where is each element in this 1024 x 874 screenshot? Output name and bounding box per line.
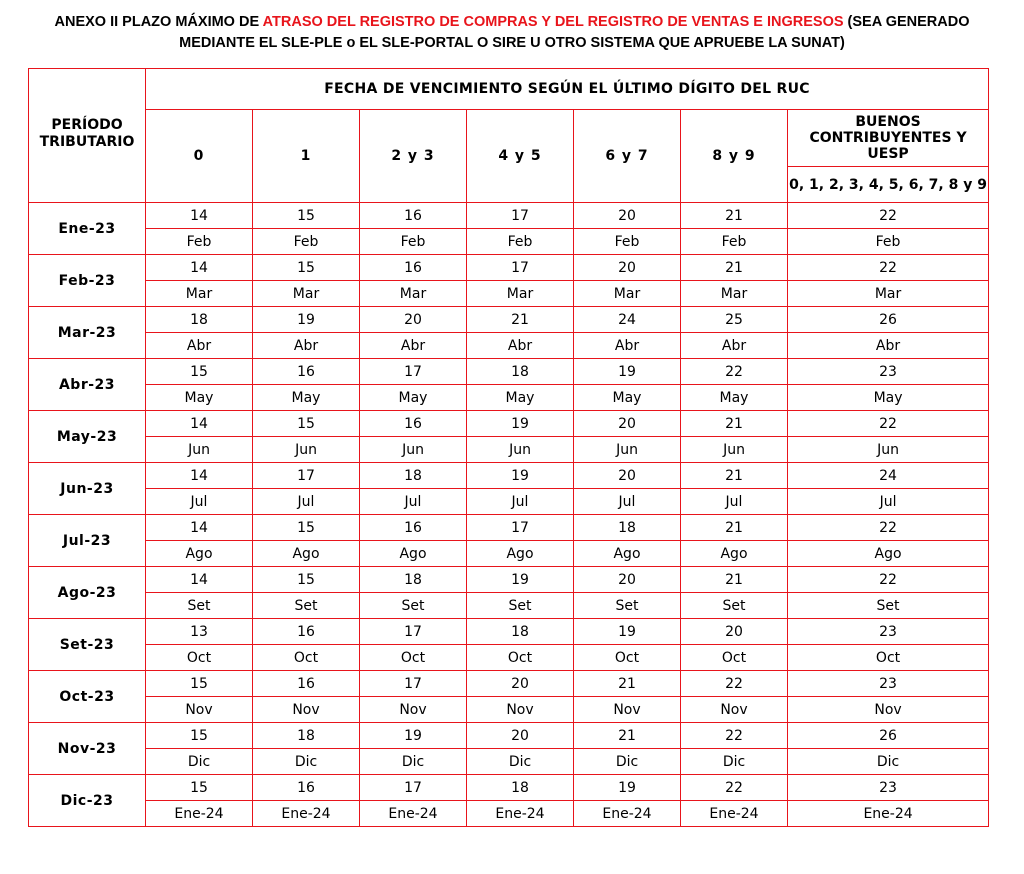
day-cell: 18: [146, 307, 253, 333]
due-dates-table: [28, 68, 989, 827]
day-cell: 14: [146, 463, 253, 489]
period-cell: May-23: [29, 411, 146, 463]
month-cell: May: [253, 385, 360, 411]
month-cell: Jun: [360, 437, 467, 463]
digit-header-0: 0: [146, 110, 253, 203]
day-cell: 21: [681, 255, 788, 281]
month-cell: Feb: [253, 229, 360, 255]
month-cell: Mar: [788, 281, 989, 307]
month-cell: Abr: [467, 333, 574, 359]
table-row: [29, 307, 989, 333]
month-cell: Jul: [681, 489, 788, 515]
day-cell: 17: [467, 255, 574, 281]
table-row: [29, 541, 989, 567]
table-row: [29, 359, 989, 385]
day-cell: 16: [360, 411, 467, 437]
digit-header-2-3: 2 y 3: [360, 110, 467, 203]
month-cell: Jul: [360, 489, 467, 515]
day-cell: 19: [467, 567, 574, 593]
table-row: [29, 723, 989, 749]
day-cell: 19: [253, 307, 360, 333]
day-cell: 22: [788, 515, 989, 541]
buenos-contribuyentes-header: BUENOS CONTRIBUYENTES Y UESP: [788, 110, 989, 167]
table-row: [29, 333, 989, 359]
month-cell: Oct: [574, 645, 681, 671]
month-cell: Ene-24: [574, 801, 681, 827]
day-cell: 20: [574, 255, 681, 281]
digit-header-4-5: 4 y 5: [467, 110, 574, 203]
month-cell: Mar: [574, 281, 681, 307]
title-prefix: ANEXO II PLAZO MÁXIMO DE: [54, 14, 263, 30]
table-row: [29, 203, 989, 229]
period-cell: Jun-23: [29, 463, 146, 515]
table-row: [29, 697, 989, 723]
day-cell: 17: [467, 203, 574, 229]
day-cell: 20: [574, 203, 681, 229]
month-cell: Dic: [681, 749, 788, 775]
day-cell: 23: [788, 775, 989, 801]
buenos-digits-header: 0, 1, 2, 3, 4, 5, 6, 7, 8 y 9: [788, 167, 989, 203]
day-cell: 22: [788, 203, 989, 229]
month-cell: Mar: [467, 281, 574, 307]
day-cell: 18: [467, 359, 574, 385]
month-cell: Ago: [467, 541, 574, 567]
month-cell: Mar: [146, 281, 253, 307]
day-cell: 16: [253, 775, 360, 801]
table-row: [29, 619, 989, 645]
table-row: [29, 749, 989, 775]
day-cell: 14: [146, 203, 253, 229]
month-cell: Oct: [146, 645, 253, 671]
day-cell: 21: [574, 671, 681, 697]
table-row: [29, 515, 989, 541]
day-cell: 16: [253, 671, 360, 697]
month-cell: Nov: [467, 697, 574, 723]
period-cell: Mar-23: [29, 307, 146, 359]
day-cell: 21: [574, 723, 681, 749]
day-cell: 20: [574, 411, 681, 437]
day-cell: 23: [788, 619, 989, 645]
period-header: PERÍODO TRIBUTARIO: [29, 69, 146, 203]
day-cell: 20: [360, 307, 467, 333]
period-cell: Ene-23: [29, 203, 146, 255]
day-cell: 15: [253, 255, 360, 281]
month-cell: Dic: [253, 749, 360, 775]
month-cell: Set: [788, 593, 989, 619]
table-row: [29, 255, 989, 281]
month-cell: Abr: [146, 333, 253, 359]
month-cell: Ago: [146, 541, 253, 567]
day-cell: 16: [360, 255, 467, 281]
day-cell: 18: [360, 463, 467, 489]
day-cell: 20: [681, 619, 788, 645]
month-cell: Ene-24: [467, 801, 574, 827]
day-cell: 19: [574, 619, 681, 645]
table-row: [29, 463, 989, 489]
month-cell: Dic: [146, 749, 253, 775]
month-cell: Feb: [467, 229, 574, 255]
day-cell: 14: [146, 255, 253, 281]
table-row: [29, 281, 989, 307]
day-cell: 15: [253, 203, 360, 229]
day-cell: 21: [681, 567, 788, 593]
month-cell: Jun: [146, 437, 253, 463]
month-cell: Oct: [467, 645, 574, 671]
month-cell: Set: [467, 593, 574, 619]
title-highlight: ATRASO DEL REGISTRO DE COMPRAS Y DEL REGISTRO DE VENTAS E INGRESOS: [262, 14, 844, 30]
day-cell: 22: [681, 775, 788, 801]
month-cell: Nov: [253, 697, 360, 723]
document-title: [0, 12, 1024, 54]
day-cell: 14: [146, 411, 253, 437]
table-row: [29, 385, 989, 411]
month-cell: May: [360, 385, 467, 411]
digit-header-1: 1: [253, 110, 360, 203]
period-cell: Oct-23: [29, 671, 146, 723]
month-cell: Jul: [146, 489, 253, 515]
period-cell: Nov-23: [29, 723, 146, 775]
month-cell: Set: [574, 593, 681, 619]
day-cell: 17: [360, 619, 467, 645]
month-cell: May: [574, 385, 681, 411]
day-cell: 17: [253, 463, 360, 489]
day-cell: 23: [788, 359, 989, 385]
day-cell: 17: [360, 359, 467, 385]
period-cell: Dic-23: [29, 775, 146, 827]
month-cell: May: [788, 385, 989, 411]
month-cell: May: [467, 385, 574, 411]
day-cell: 16: [360, 515, 467, 541]
month-cell: Jul: [253, 489, 360, 515]
table-row: [29, 593, 989, 619]
day-cell: 22: [681, 359, 788, 385]
month-cell: Nov: [360, 697, 467, 723]
day-cell: 24: [788, 463, 989, 489]
day-cell: 21: [681, 463, 788, 489]
day-cell: 15: [146, 671, 253, 697]
day-cell: 26: [788, 307, 989, 333]
day-cell: 17: [360, 671, 467, 697]
month-cell: Ene-24: [146, 801, 253, 827]
day-cell: 22: [788, 411, 989, 437]
month-cell: Dic: [788, 749, 989, 775]
day-cell: 15: [146, 359, 253, 385]
month-cell: Mar: [360, 281, 467, 307]
month-cell: Ene-24: [253, 801, 360, 827]
day-cell: 21: [467, 307, 574, 333]
month-cell: Set: [146, 593, 253, 619]
day-cell: 15: [253, 411, 360, 437]
day-cell: 22: [681, 723, 788, 749]
table-row: [29, 645, 989, 671]
day-cell: 21: [681, 515, 788, 541]
month-cell: Feb: [360, 229, 467, 255]
day-cell: 26: [788, 723, 989, 749]
month-cell: Jul: [788, 489, 989, 515]
month-cell: Mar: [253, 281, 360, 307]
table-row: [29, 567, 989, 593]
day-cell: 15: [253, 515, 360, 541]
month-cell: Abr: [574, 333, 681, 359]
month-cell: Jun: [253, 437, 360, 463]
day-cell: 18: [360, 567, 467, 593]
day-cell: 21: [681, 411, 788, 437]
month-cell: Ene-24: [360, 801, 467, 827]
month-cell: Set: [681, 593, 788, 619]
day-cell: 20: [574, 567, 681, 593]
title-suffix: (SEA GENERADO: [843, 14, 970, 30]
day-cell: 15: [146, 723, 253, 749]
month-cell: Ago: [360, 541, 467, 567]
month-cell: Dic: [467, 749, 574, 775]
table-row: [29, 775, 989, 801]
month-cell: Nov: [146, 697, 253, 723]
month-cell: Nov: [574, 697, 681, 723]
table-row: [29, 411, 989, 437]
period-cell: Ago-23: [29, 567, 146, 619]
month-cell: Dic: [360, 749, 467, 775]
period-cell: Jul-23: [29, 515, 146, 567]
day-cell: 18: [253, 723, 360, 749]
month-cell: Mar: [681, 281, 788, 307]
month-cell: Feb: [146, 229, 253, 255]
month-cell: Jun: [788, 437, 989, 463]
month-cell: Oct: [360, 645, 467, 671]
month-cell: Abr: [360, 333, 467, 359]
month-cell: Dic: [574, 749, 681, 775]
day-cell: 23: [788, 671, 989, 697]
month-cell: Jul: [574, 489, 681, 515]
period-cell: Abr-23: [29, 359, 146, 411]
day-cell: 19: [360, 723, 467, 749]
table-row: [29, 671, 989, 697]
main-header: FECHA DE VENCIMIENTO SEGÚN EL ÚLTIMO DÍGITO DEL RUC: [146, 69, 989, 110]
month-cell: Ago: [574, 541, 681, 567]
day-cell: 19: [467, 411, 574, 437]
title-line-1: [0, 12, 1024, 33]
day-cell: 18: [467, 775, 574, 801]
month-cell: May: [681, 385, 788, 411]
month-cell: Ago: [253, 541, 360, 567]
month-cell: Feb: [681, 229, 788, 255]
month-cell: Jun: [681, 437, 788, 463]
day-cell: 15: [253, 567, 360, 593]
month-cell: Nov: [681, 697, 788, 723]
day-cell: 20: [467, 723, 574, 749]
month-cell: Feb: [788, 229, 989, 255]
period-cell: Feb-23: [29, 255, 146, 307]
table-row: [29, 489, 989, 515]
digit-header-8-9: 8 y 9: [681, 110, 788, 203]
day-cell: 21: [681, 203, 788, 229]
month-cell: Jun: [467, 437, 574, 463]
day-cell: 15: [146, 775, 253, 801]
day-cell: 24: [574, 307, 681, 333]
month-cell: Jul: [467, 489, 574, 515]
month-cell: Oct: [253, 645, 360, 671]
month-cell: Oct: [681, 645, 788, 671]
month-cell: Abr: [788, 333, 989, 359]
digit-header-6-7: 6 y 7: [574, 110, 681, 203]
month-cell: Set: [253, 593, 360, 619]
table-row: [29, 437, 989, 463]
day-cell: 22: [788, 255, 989, 281]
day-cell: 16: [360, 203, 467, 229]
month-cell: Nov: [788, 697, 989, 723]
day-cell: 18: [467, 619, 574, 645]
table-row: [29, 229, 989, 255]
day-cell: 20: [574, 463, 681, 489]
day-cell: 18: [574, 515, 681, 541]
day-cell: 17: [360, 775, 467, 801]
day-cell: 20: [467, 671, 574, 697]
day-cell: 17: [467, 515, 574, 541]
period-cell: Set-23: [29, 619, 146, 671]
day-cell: 25: [681, 307, 788, 333]
day-cell: 19: [574, 775, 681, 801]
month-cell: May: [146, 385, 253, 411]
month-cell: Jun: [574, 437, 681, 463]
day-cell: 14: [146, 567, 253, 593]
day-cell: 22: [681, 671, 788, 697]
month-cell: Ago: [788, 541, 989, 567]
month-cell: Ene-24: [788, 801, 989, 827]
month-cell: Set: [360, 593, 467, 619]
day-cell: 16: [253, 619, 360, 645]
month-cell: Ene-24: [681, 801, 788, 827]
day-cell: 22: [788, 567, 989, 593]
table-row: [29, 801, 989, 827]
title-line-2: MEDIANTE EL SLE-PLE o EL SLE-PORTAL O SIRE U OTRO SISTEMA QUE APRUEBE LA SUNAT): [179, 35, 845, 51]
day-cell: 19: [574, 359, 681, 385]
day-cell: 16: [253, 359, 360, 385]
day-cell: 14: [146, 515, 253, 541]
month-cell: Abr: [681, 333, 788, 359]
month-cell: Oct: [788, 645, 989, 671]
day-cell: 19: [467, 463, 574, 489]
day-cell: 13: [146, 619, 253, 645]
month-cell: Ago: [681, 541, 788, 567]
month-cell: Abr: [253, 333, 360, 359]
month-cell: Feb: [574, 229, 681, 255]
